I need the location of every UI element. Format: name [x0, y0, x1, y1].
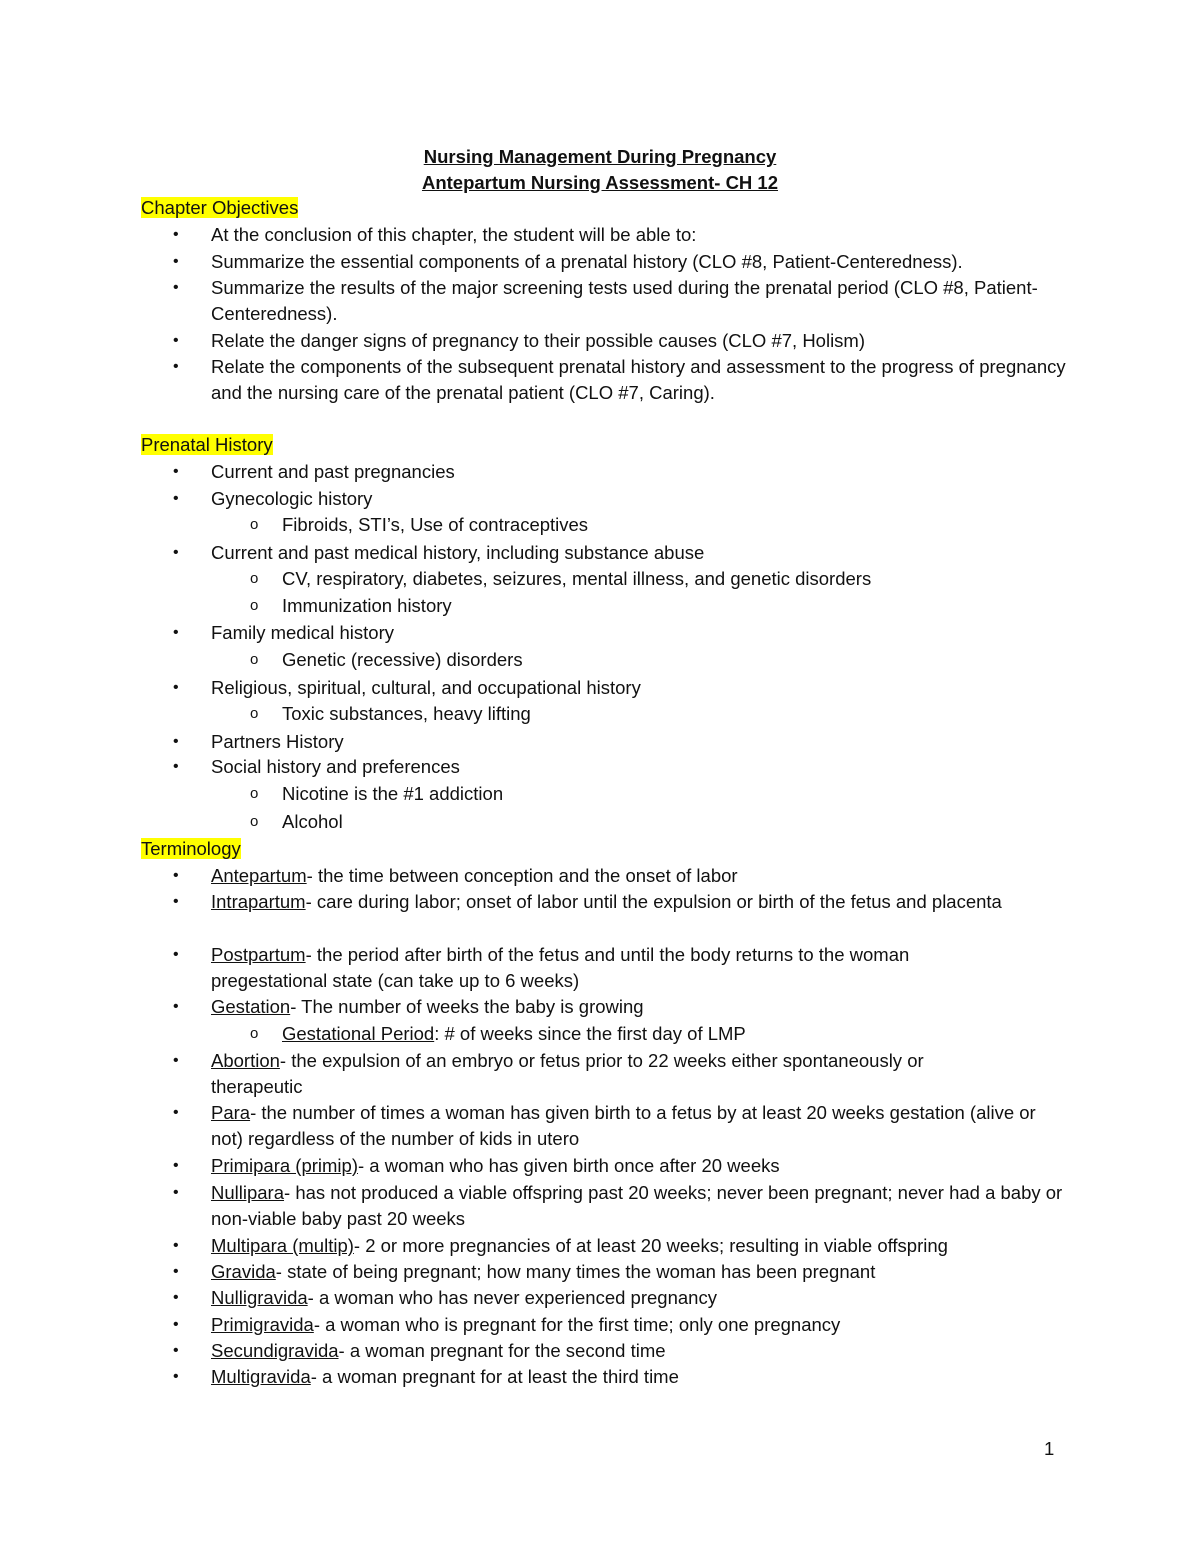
list-item-text: Social history and preferences — [211, 756, 460, 777]
term-name: Intrapartum — [211, 891, 306, 912]
bullet-icon: • — [173, 679, 179, 696]
list-item-text: Immunization history — [282, 595, 452, 616]
sub-list-item — [250, 809, 343, 835]
list-item-text: Alcohol — [282, 811, 343, 832]
sub-list-item — [250, 647, 523, 673]
list-item — [173, 275, 1071, 328]
term-name: Primigravida — [211, 1314, 314, 1335]
term-definition: - a woman who has never experienced pregnancy — [307, 1287, 717, 1308]
term-name: Nullipara — [211, 1182, 285, 1203]
section-heading-terminology — [141, 836, 241, 862]
circle-bullet-icon: o — [250, 516, 259, 533]
sub-list-item — [250, 512, 589, 538]
term-item — [173, 1364, 1071, 1390]
list-item-text: Gynecologic history — [211, 488, 373, 509]
list-item — [173, 754, 1071, 780]
term-definition: - a woman who has given birth once after 20 weeks — [358, 1155, 780, 1176]
term-item — [173, 863, 1071, 889]
bullet-icon: • — [173, 758, 179, 775]
term-item — [173, 1285, 1071, 1311]
term-definition: - a woman pregnant for at least the third time — [310, 1366, 679, 1387]
bullet-icon: • — [173, 624, 179, 641]
circle-bullet-icon: o — [250, 785, 259, 802]
term-sub-item — [250, 1021, 746, 1047]
bullet-icon: • — [173, 998, 179, 1015]
bullet-icon: • — [173, 1184, 179, 1201]
bullet-icon: • — [173, 226, 179, 243]
bullet-icon: • — [173, 1052, 179, 1069]
term-definition: - 2 or more pregnancies of at least 20 weeks; resulting in viable offspring — [353, 1235, 948, 1256]
list-item — [173, 354, 1071, 407]
circle-bullet-icon: o — [250, 570, 259, 587]
bullet-icon: • — [173, 733, 179, 750]
list-item-text: Nicotine is the #1 addiction — [282, 783, 504, 804]
list-item — [173, 729, 1071, 755]
term-item — [173, 1259, 1071, 1285]
term-item — [173, 994, 1071, 1020]
term-item — [173, 1338, 1071, 1364]
term-item — [173, 1312, 1071, 1338]
list-item — [173, 328, 1071, 354]
bullet-icon: • — [173, 1289, 179, 1306]
term-item — [173, 1180, 1071, 1233]
list-item-text: Summarize the essential components of a prenatal history (CLO #8, Patient-Centeredness). — [211, 251, 963, 272]
term-name: Gestation — [211, 996, 291, 1017]
term-name: Primipara (primip) — [211, 1155, 358, 1176]
list-item-text: Fibroids, STI’s, Use of contraceptives — [282, 514, 589, 535]
list-item-text: Relate the danger signs of pregnancy to their possible causes (CLO #7, Holism) — [211, 330, 866, 351]
section-heading-objectives — [141, 195, 298, 221]
term-item — [173, 1100, 1041, 1153]
bullet-icon: • — [173, 253, 179, 270]
bullet-icon: • — [173, 946, 179, 963]
term-item — [173, 1153, 1071, 1179]
highlighted-heading-text: Terminology — [141, 838, 241, 859]
list-item-text: Current and past medical history, including substance abuse — [211, 542, 705, 563]
list-item — [173, 540, 1071, 566]
term-definition: - has not produced a viable offspring past 20 weeks; never been pregnant; never had a baby or non-viable baby past 20 weeks — [211, 1182, 1063, 1230]
document-title: Nursing Management During Pregnancy — [423, 146, 777, 167]
bullet-icon: • — [173, 1104, 179, 1121]
list-item — [173, 486, 1071, 512]
sub-list-item — [250, 566, 872, 592]
list-item-text: Genetic (recessive) disorders — [282, 649, 523, 670]
circle-bullet-icon: o — [250, 1025, 259, 1042]
term-name: Multipara (multip) — [211, 1235, 354, 1256]
term-item — [173, 889, 1071, 915]
term-definition: - the expulsion of an embryo or fetus prior to 22 weeks either spontaneously or therapeutic — [211, 1050, 924, 1098]
bullet-icon: • — [173, 544, 179, 561]
term-definition: - care during labor; onset of labor until the expulsion or birth of the fetus and placenta — [305, 891, 1002, 912]
list-item-text: Relate the components of the subsequent prenatal history and assessment to the progress of pregnancy and the nursing care of the prenatal patient (CLO #7, Caring). — [211, 356, 1066, 404]
term-name: Abortion — [211, 1050, 280, 1071]
list-item — [173, 222, 1071, 248]
list-item-text: Family medical history — [211, 622, 394, 643]
list-item — [173, 675, 1071, 701]
list-item — [173, 620, 1071, 646]
list-item — [173, 249, 1071, 275]
circle-bullet-icon: o — [250, 651, 259, 668]
term-name: Multigravida — [211, 1366, 311, 1387]
term-definition: - The number of weeks the baby is growing — [290, 996, 644, 1017]
term-definition: - the period after birth of the fetus and until the body returns to the woman pregestational state (can take up to 6 weeks) — [211, 944, 910, 992]
term-item — [173, 1048, 1011, 1101]
sub-list-item — [250, 781, 504, 807]
bullet-icon: • — [173, 1237, 179, 1254]
term-name: Postpartum — [211, 944, 306, 965]
term-item — [173, 942, 1011, 995]
list-item-text: Summarize the results of the major screening tests used during the prenatal period (CLO #8, Patient-Centeredness). — [211, 277, 1038, 325]
term-name: Secundigravida — [211, 1340, 339, 1361]
term-definition: - state of being pregnant; how many times the woman has been pregnant — [275, 1261, 876, 1282]
bullet-icon: • — [173, 279, 179, 296]
term-definition: - the number of times a woman has given birth to a fetus by at least 20 weeks gestation (alive or not) regardless of the number of kids in utero — [211, 1102, 1036, 1150]
sub-list-item — [250, 701, 531, 727]
bullet-icon: • — [173, 1316, 179, 1333]
page-number: 1 — [1044, 1438, 1055, 1459]
document-subtitle: Antepartum Nursing Assessment- CH 12 — [421, 172, 779, 193]
term-name: Nulligravida — [211, 1287, 308, 1308]
sub-list-item — [250, 593, 452, 619]
list-item-text: Partners History — [211, 731, 344, 752]
term-definition: - the time between conception and the onset of labor — [306, 865, 738, 886]
list-item-text: Religious, spiritual, cultural, and occupational history — [211, 677, 641, 698]
list-item-text: Current and past pregnancies — [211, 461, 455, 482]
bullet-icon: • — [173, 463, 179, 480]
term-name: Antepartum — [211, 865, 307, 886]
bullet-icon: • — [173, 1368, 179, 1385]
list-item — [173, 459, 1071, 485]
term-definition: - a woman pregnant for the second time — [338, 1340, 666, 1361]
term-definition: : # of weeks since the first day of LMP — [434, 1023, 746, 1044]
section-heading-prenatal-history — [141, 432, 273, 458]
bullet-icon: • — [173, 1157, 179, 1174]
circle-bullet-icon: o — [250, 813, 259, 830]
list-item-text: At the conclusion of this chapter, the student will be able to: — [211, 224, 697, 245]
bullet-icon: • — [173, 358, 179, 375]
highlighted-heading-text: Prenatal History — [141, 434, 273, 455]
bullet-icon: • — [173, 893, 179, 910]
list-item-text: Toxic substances, heavy lifting — [282, 703, 531, 724]
bullet-icon: • — [173, 332, 179, 349]
bullet-icon: • — [173, 1342, 179, 1359]
term-name: Para — [211, 1102, 251, 1123]
highlighted-heading-text: Chapter Objectives — [141, 197, 299, 218]
term-definition: - a woman who is pregnant for the first time; only one pregnancy — [313, 1314, 841, 1335]
circle-bullet-icon: o — [250, 705, 259, 722]
list-item-text: CV, respiratory, diabetes, seizures, mental illness, and genetic disorders — [282, 568, 872, 589]
term-name: Gravida — [211, 1261, 276, 1282]
bullet-icon: • — [173, 867, 179, 884]
term-name: Gestational Period — [282, 1023, 435, 1044]
term-item — [173, 1233, 1071, 1259]
circle-bullet-icon: o — [250, 597, 259, 614]
bullet-icon: • — [173, 490, 179, 507]
bullet-icon: • — [173, 1263, 179, 1280]
